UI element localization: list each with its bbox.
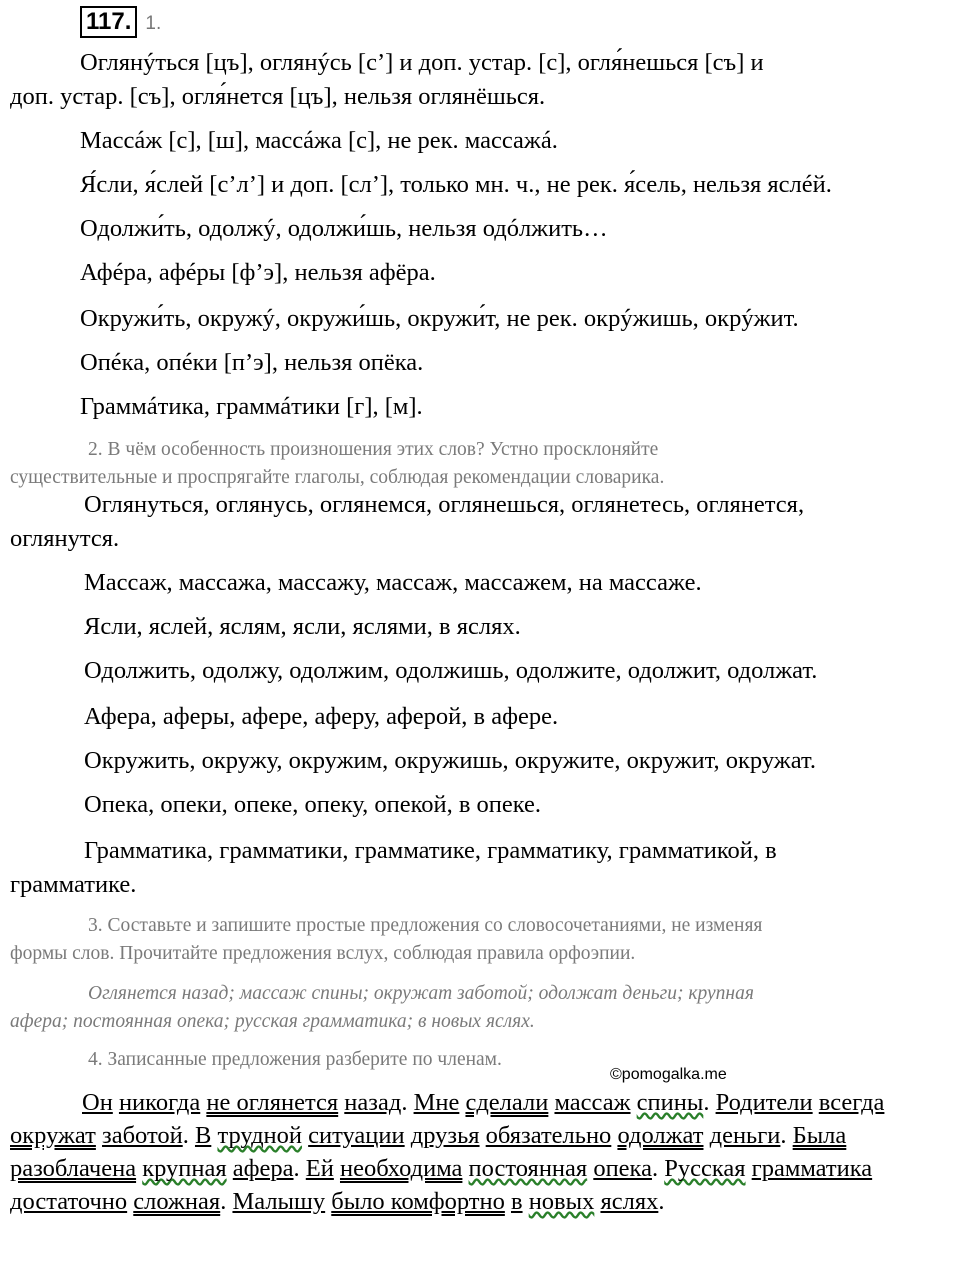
adverbial: назад [344,1089,402,1116]
object: Ей [305,1155,334,1182]
answer-line: Оглянуться, оглянусь, оглянемся, оглянешься, оглянетесь, оглянется, [84,491,805,518]
exercise-subnumber: 1. [145,13,162,34]
phrases-cont: афера; постоянная опека; русская грамматика; в новых яслях. [10,1011,535,1032]
dict-line: Окружи́ть, окружý, окружи́шь, окружи́т, не рек. окрýжишь, окрýжит. [80,305,799,332]
dict-line: Одолжи́ть, одолжý, одолжи́шь, нельзя одóлжить… [80,215,608,242]
task-2: 2. В чём особенность произношения этих слов? Устно просклоняйте [88,439,659,460]
answer-line: Афера, аферы, афере, аферу, аферой, в афере. [84,703,559,730]
subject: массаж [554,1089,631,1116]
task-3-cont: формы слов. Прочитайте предложения вслух, соблюдая правила орфоэпии. [10,943,636,964]
answer-line: Ясли, яслей, яслям, ясли, яслями, в яслях. [84,613,521,640]
answer-line: оглянутся. [10,525,120,552]
object: Малышу [232,1188,326,1215]
predicate: не оглянется [206,1089,339,1116]
adverbial: В [194,1122,212,1149]
subject: друзья [410,1122,480,1149]
subject: Он [82,1089,113,1116]
subject: Родители [715,1089,813,1116]
dict-line: Оглянýться [цъ], оглянýсь [с’] и доп. устар. [с], огля́нешься [съ] и [80,49,764,76]
attribute: постоянная [468,1155,588,1182]
adverbial: никогда [118,1089,201,1116]
adverbial: всегда [818,1089,885,1116]
object: Мне [413,1089,460,1116]
dict-line: Я́сли, я́слей [с’л’] и доп. [сл’], только мн. ч., не рек. я́сель, нельзя яслéй. [80,171,832,198]
task-3: 3. Составьте и запишите простые предложения со словосочетаниями, не изменяя [88,915,763,936]
answer-line: Окружить, окружу, окружим, окружишь, окружите, окружит, окружат. [84,747,816,774]
adverbial: ситуации [308,1122,405,1149]
adverbial: достаточно [10,1188,128,1215]
attribute: спины [636,1089,704,1116]
answer-line: Одолжить, одолжу, одолжим, одолжишь, одолжите, одолжит, одолжат. [84,657,818,684]
answer-line: Массаж, массажа, массажу, массаж, массажем, на массаже. [84,569,702,596]
dict-line: Афéра, афéры [ф’э], нельзя афёра. [80,259,436,286]
object: деньги [709,1122,781,1149]
answer-line: грамматике. [10,871,137,898]
predicate: Была разоблачена [10,1122,847,1182]
subject: афера [232,1155,294,1182]
attribute: трудной [217,1122,303,1149]
predicate: окружат [10,1122,96,1149]
exercise-header [80,6,161,40]
task-4: 4. Записанные предложения разберите по членам. [88,1049,502,1070]
dict-line: доп. устар. [съ], огля́нется [цъ], нельзя оглянёшься. [10,83,546,110]
adverbial: яслях [600,1188,659,1215]
attribute: новых [528,1188,595,1215]
predicate: необходима [339,1155,463,1182]
phrases: Оглянется назад; массаж спины; окружат заботой; одолжат деньги; крупная [88,983,754,1004]
dict-line: Опéка, опéки [п’э], нельзя опёка. [80,349,424,376]
subject: грамматика [751,1155,873,1182]
predicate: было комфортно [331,1188,505,1215]
predicate: сложная [133,1188,221,1215]
subject: опека [593,1155,652,1182]
parsed-sentences: Он никогда не оглянется назад. Мне сделали массаж спины. Родители всегда окружат заботой. В трудной ситуации друзья обязательно одолжат деньги. Была разоблачена крупная афера. Ей необходима постоянная опека. Русская грамматика достаточно сложная. Малышу было комфортно в новых яслях. [10,1089,885,1215]
dict-line: Массáж [с], [ш], массáжа [с], не рек. массажá. [80,127,558,154]
answer-line: Опека, опеки, опеке, опеку, опекой, в опеке. [84,791,542,818]
adverbial: в [510,1188,523,1215]
adverbial: обязательно [485,1122,612,1149]
exercise-number: 117. [80,6,137,38]
dict-line: Граммáтика, граммáтики [г], [м]. [80,393,423,420]
attribute: крупная [142,1155,227,1182]
predicate: одолжат [617,1122,704,1149]
object: заботой [102,1122,183,1149]
task-2-cont: существительные и проспрягайте глаголы, соблюдая рекомендации словарика. [10,467,665,488]
predicate: сделали [465,1089,549,1116]
attribute: Русская [664,1155,746,1182]
answer-line: Грамматика, грамматики, грамматике, грамматику, грамматикой, в [84,837,777,864]
watermark: ©pomogalka.me [610,1066,727,1083]
